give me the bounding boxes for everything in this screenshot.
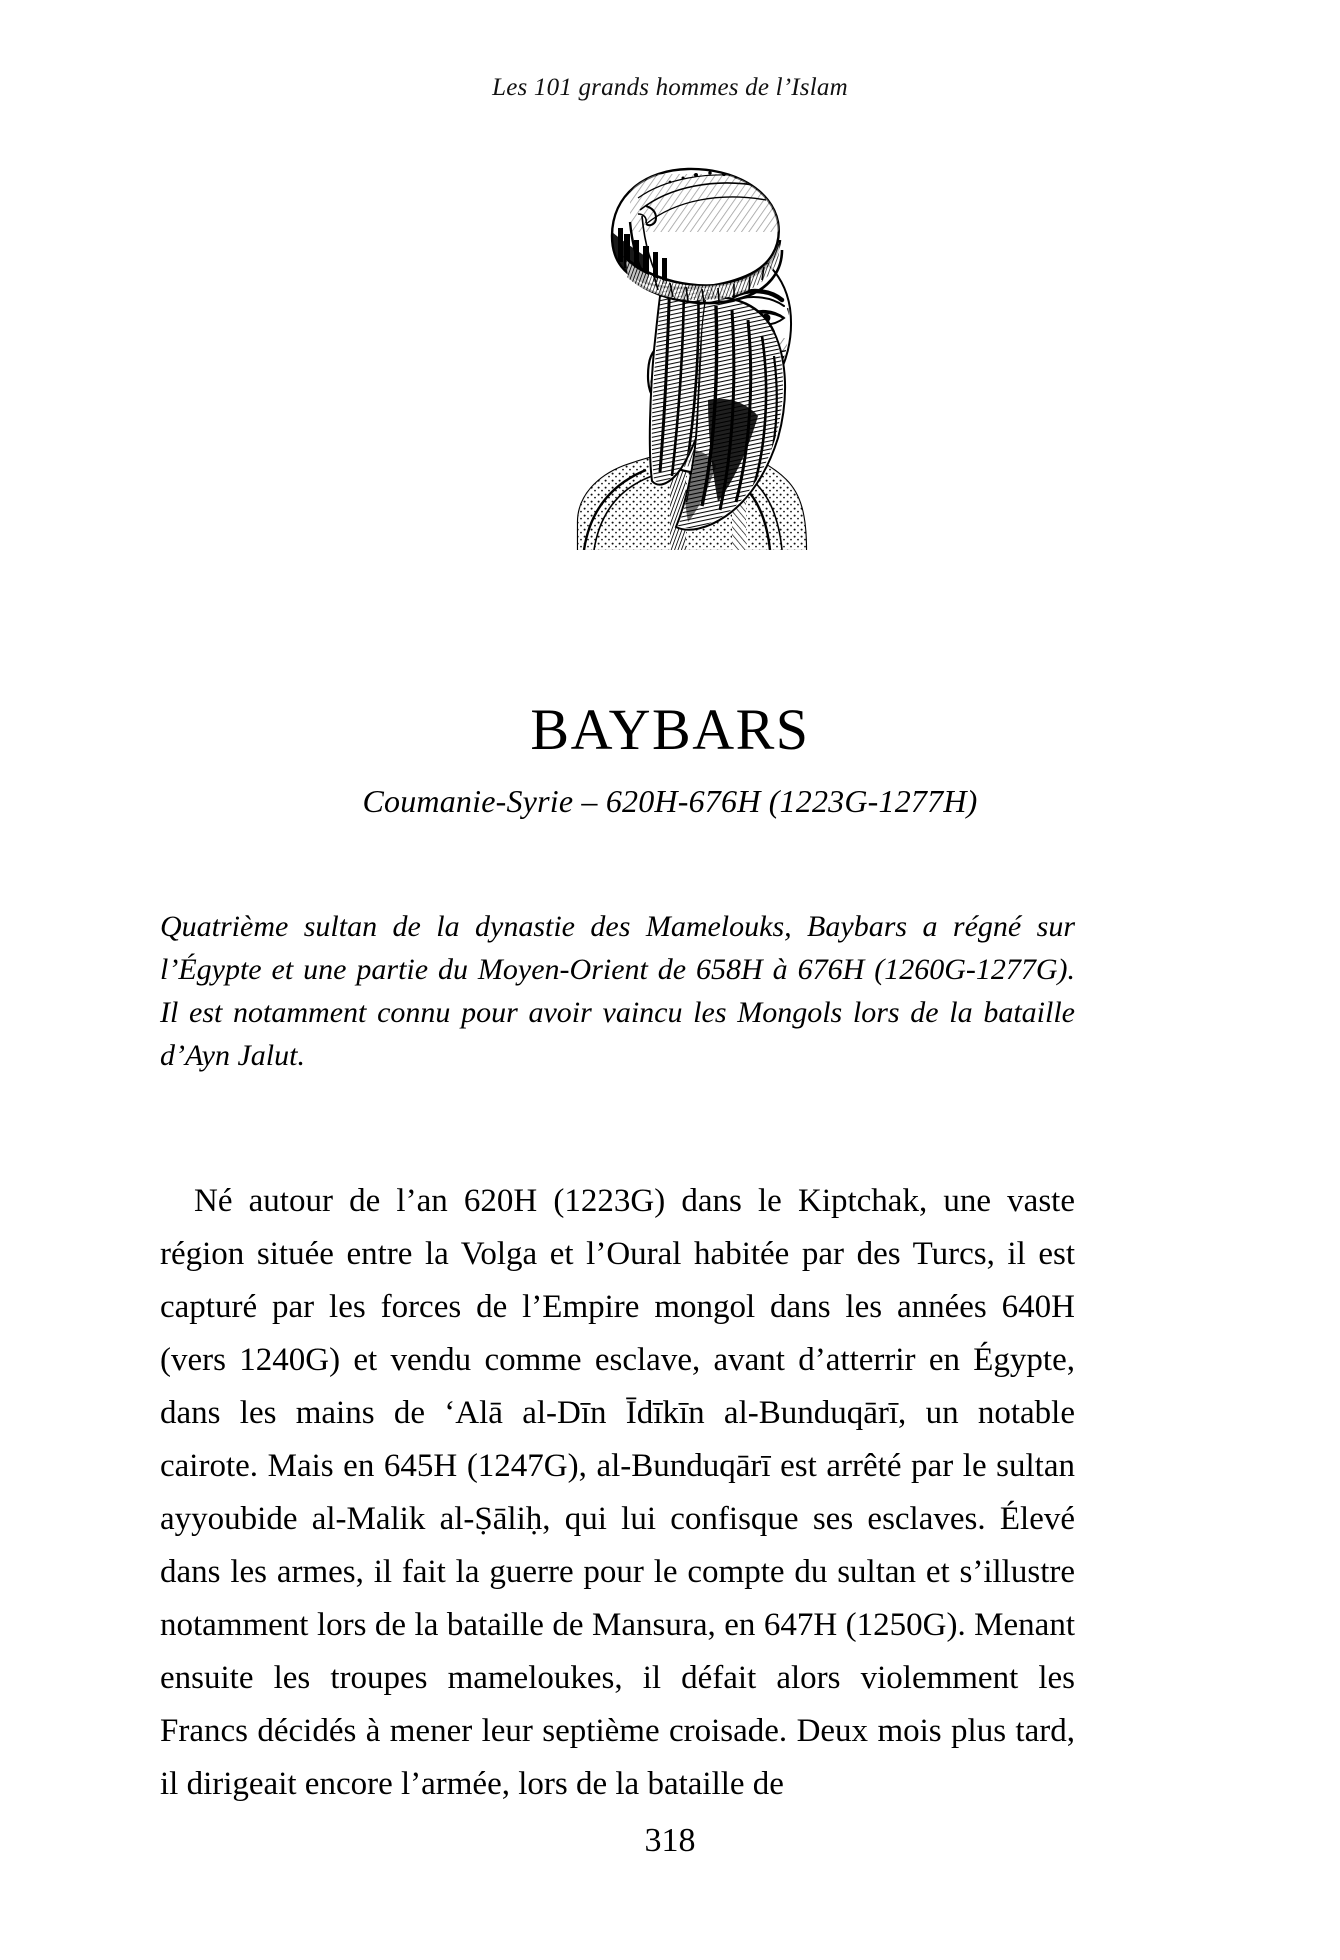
- baybars-portrait-engraving: [520, 150, 820, 550]
- chapter-lede: Quatrième sultan de la dynastie des Mamelouks, Baybars a régné sur l’Égypte et une partie du Moyen-Orient de 658H à 676H (1260G-1277G). Il est notamment connu pour avoir vaincu les Mongols lors de la bataille d’Ayn Jalut.: [160, 910, 1075, 1072]
- chapter-body: [160, 1175, 1075, 1811]
- chapter-subtitle: Coumanie-Syrie – 620H-676H (1223G-1277H): [362, 782, 978, 819]
- page-number: 318: [644, 1822, 696, 1859]
- running-head: Les 101 grands hommes de l’Islam: [492, 74, 848, 101]
- illustration-container: [0, 150, 1340, 550]
- body-paragraph: Né autour de l’an 620H (1223G) dans le Kiptchak, une vaste région située entre la Volga et l’Oural habitée par des Turcs, il est capturé par les forces de l’Empire mongol dans les années 640H (vers 1240G) et vendu comme esclave, avant d’atterrir en Égypte, dans les mains de ‘Alā al-Dīn Īdīkīn al-Bunduqārī, un notable cairote. Mais en 645H (1247G), al-Bunduqārī est arrêté par le sultan ayyoubide al-Malik al-Ṣāliḥ, qui lui confisque ses esclaves. Élevé dans les armes, il fait la guerre pour le compte du sultan et s’illustre notamment lors de la bataille de Mansura, en 647H (1250G). Menant ensuite les troupes mameloukes, il défait alors violemment les Francs décidés à mener leur septième croisade. Deux mois plus tard, il dirigeait encore l’armée, lors de la bataille de: [160, 1183, 1075, 1802]
- page-title: BAYBARS: [530, 697, 810, 762]
- chapter-title-block: [150, 697, 1190, 820]
